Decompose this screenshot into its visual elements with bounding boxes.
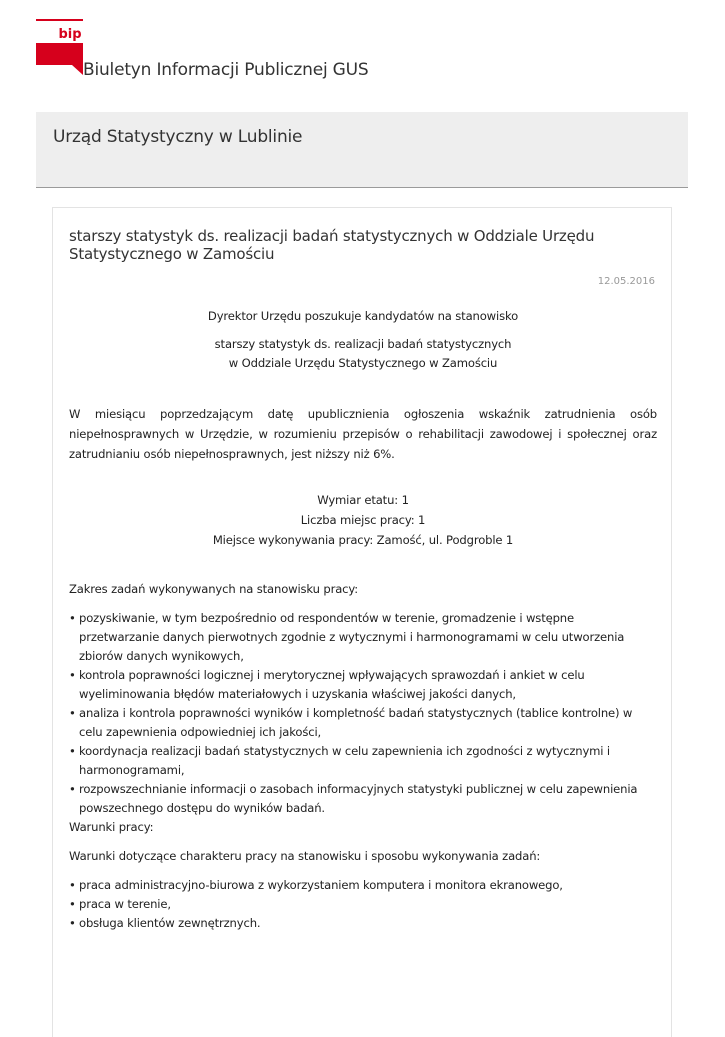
site-title[interactable]: Biuletyn Informacji Publicznej GUS <box>83 60 369 80</box>
position-line-2: w Oddziale Urzędu Statystycznego w Zamościu <box>228 356 498 370</box>
list-item: • praca w terenie, <box>69 895 657 914</box>
article-card <box>52 207 672 1037</box>
location-text: Miejsce wykonywania pracy: Zamość, ul. Podgroble 1 <box>212 533 514 547</box>
tasks-list <box>69 609 657 818</box>
fte-text: Wymiar etatu: 1 <box>317 493 409 507</box>
list-item: • obsługa klientów zewnętrznych. <box>69 914 657 933</box>
article-body <box>69 304 657 933</box>
list-item: • koordynacja realizacji badań statystycznych w celu zapewnienia ich zgodności z wytycznymi i harmonogramami, <box>69 742 657 780</box>
bip-logo-text: bip <box>58 27 82 42</box>
publication-date: 12.05.2016 <box>597 276 655 287</box>
disability-note: W miesiącu poprzedzającym datę upublicznienia ogłoszenia wskaźnik zatrudnienia osób niepełnosprawnych w Urzędzie, w rozumieniu przepisów o rehabilitacji zawodowej i społecznej oraz zatrudnianiu osób niepełnosprawnych, jest niższy niż 6%. <box>69 407 657 461</box>
position-line-1: starszy statystyk ds. realizacji badań statystycznych <box>214 337 512 351</box>
vacancies-text: Liczba miejsc pracy: 1 <box>300 513 426 527</box>
conditions-list <box>69 876 657 933</box>
list-item: • praca administracyjno-biurowa z wykorzystaniem komputera i monitora ekranowego, <box>69 876 657 895</box>
unit-header <box>36 112 688 188</box>
article-title: starszy statystyk ds. realizacji badań statystycznych w Oddziale Urzędu Statystycznego w Zamościu <box>69 227 595 263</box>
conditions-label: Warunki pracy: <box>69 820 154 834</box>
unit-name: Urząd Statystyczny w Lublinie <box>53 127 303 147</box>
list-item: • rozpowszechnianie informacji o zasobach informacyjnych statystyki publicznej w celu zapewnienia powszechnego dostępu do wyników badań. <box>69 780 657 818</box>
bip-logo[interactable] <box>36 19 84 75</box>
list-item: • kontrola poprawności logicznej i merytorycznej wpływających sprawozdań i ankiet w celu wyeliminowania błędów materiałowych i uzyskania właściwej jakości danych, <box>69 666 657 704</box>
conditions-heading: Warunki dotyczące charakteru pracy na stanowisku i sposobu wykonywania zadań: <box>69 849 541 863</box>
list-item: • analiza i kontrola poprawności wyników i kompletność badań statystycznych (tablice kontrolne) w celu zapewnienia odpowiedniej ich jakości, <box>69 704 657 742</box>
tasks-heading: Zakres zadań wykonywanych na stanowisku pracy: <box>69 582 359 596</box>
bip-logo-graphic <box>36 19 84 75</box>
list-item: • pozyskiwanie, w tym bezpośrednio od respondentów w terenie, gromadzenie i wstępne przetwarzanie danych pierwotnych zgodnie z wytycznymi i harmonogramami w celu utworzenia zbiorów danych wynikowych, <box>69 609 657 666</box>
intro-text: Dyrektor Urzędu poszukuje kandydatów na stanowisko <box>207 309 519 323</box>
